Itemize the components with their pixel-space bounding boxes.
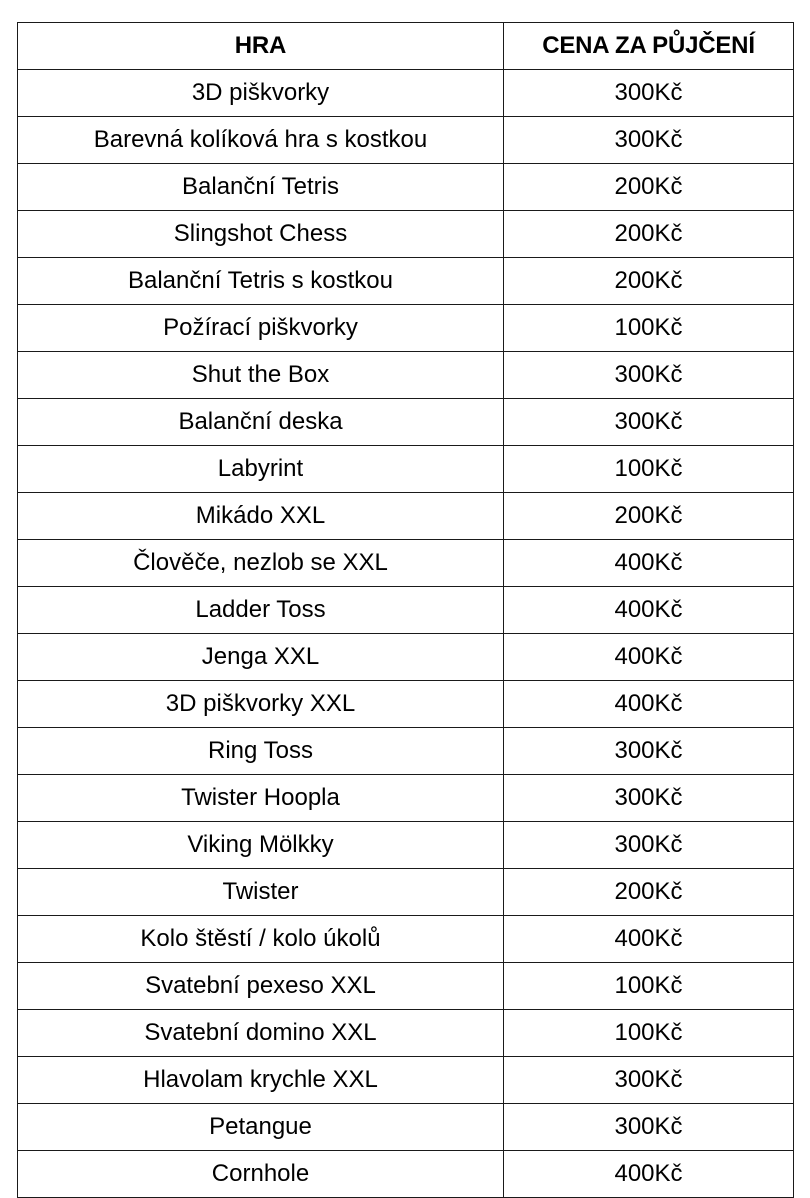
game-name-cell: Hlavolam krychle XXL [18, 1057, 504, 1104]
rental-price-cell: 400Kč [504, 587, 794, 634]
game-name-cell: Twister Hoopla [18, 775, 504, 822]
game-name-cell: Ladder Toss [18, 587, 504, 634]
table-row [18, 1057, 794, 1104]
rental-price-cell: 300Kč [504, 399, 794, 446]
table-row [18, 399, 794, 446]
game-name-cell: Viking Mölkky [18, 822, 504, 869]
table-row [18, 305, 794, 352]
table-row [18, 681, 794, 728]
game-name-cell: Labyrint [18, 446, 504, 493]
game-name-cell: Balanční Tetris [18, 164, 504, 211]
game-name-cell: Mikádo XXL [18, 493, 504, 540]
table-row [18, 258, 794, 305]
rental-price-cell: 200Kč [504, 258, 794, 305]
price-table [17, 22, 794, 1198]
rental-price-cell: 400Kč [504, 634, 794, 681]
rental-price-cell: 300Kč [504, 728, 794, 775]
game-name-cell: Jenga XXL [18, 634, 504, 681]
game-name-cell: Člověče, nezlob se XXL [18, 540, 504, 587]
rental-price-cell: 100Kč [504, 1010, 794, 1057]
table-row [18, 446, 794, 493]
rental-price-cell: 100Kč [504, 446, 794, 493]
column-header-price: CENA ZA PŮJČENÍ [504, 23, 794, 70]
rental-price-cell: 100Kč [504, 963, 794, 1010]
rental-price-cell: 200Kč [504, 211, 794, 258]
column-header-game: HRA [18, 23, 504, 70]
game-name-cell: Barevná kolíková hra s kostkou [18, 117, 504, 164]
game-name-cell: Shut the Box [18, 352, 504, 399]
table-row [18, 211, 794, 258]
game-name-cell: 3D piškvorky XXL [18, 681, 504, 728]
table-row [18, 164, 794, 211]
table-row [18, 916, 794, 963]
rental-price-cell: 300Kč [504, 1104, 794, 1151]
rental-price-cell: 400Kč [504, 916, 794, 963]
game-name-cell: Slingshot Chess [18, 211, 504, 258]
game-name-cell: Svatební domino XXL [18, 1010, 504, 1057]
table-row [18, 963, 794, 1010]
rental-price-cell: 200Kč [504, 869, 794, 916]
game-name-cell: Kolo štěstí / kolo úkolů [18, 916, 504, 963]
table-row [18, 70, 794, 117]
rental-price-cell: 400Kč [504, 681, 794, 728]
table-row [18, 352, 794, 399]
game-name-cell: Petangue [18, 1104, 504, 1151]
game-name-cell: Požírací piškvorky [18, 305, 504, 352]
rental-price-cell: 300Kč [504, 352, 794, 399]
rental-price-cell: 200Kč [504, 493, 794, 540]
rental-price-cell: 300Kč [504, 1057, 794, 1104]
table-row [18, 634, 794, 681]
rental-price-cell: 300Kč [504, 775, 794, 822]
table-header-row [18, 23, 794, 70]
table-row [18, 493, 794, 540]
game-name-cell: Balanční Tetris s kostkou [18, 258, 504, 305]
game-name-cell: Balanční deska [18, 399, 504, 446]
rental-price-cell: 300Kč [504, 117, 794, 164]
game-name-cell: 3D piškvorky [18, 70, 504, 117]
table-row [18, 775, 794, 822]
rental-price-cell: 200Kč [504, 164, 794, 211]
table-row [18, 1010, 794, 1057]
game-name-cell: Svatební pexeso XXL [18, 963, 504, 1010]
rental-price-cell: 400Kč [504, 1151, 794, 1198]
table-row [18, 869, 794, 916]
table-body [18, 70, 794, 1198]
rental-price-cell: 300Kč [504, 70, 794, 117]
game-name-cell: Ring Toss [18, 728, 504, 775]
game-name-cell: Twister [18, 869, 504, 916]
table-row [18, 587, 794, 634]
rental-price-cell: 400Kč [504, 540, 794, 587]
table-row [18, 822, 794, 869]
game-name-cell: Cornhole [18, 1151, 504, 1198]
table-row [18, 540, 794, 587]
table-row [18, 117, 794, 164]
rental-price-cell: 100Kč [504, 305, 794, 352]
table-row [18, 728, 794, 775]
table-row [18, 1104, 794, 1151]
rental-price-cell: 300Kč [504, 822, 794, 869]
table-row [18, 1151, 794, 1198]
